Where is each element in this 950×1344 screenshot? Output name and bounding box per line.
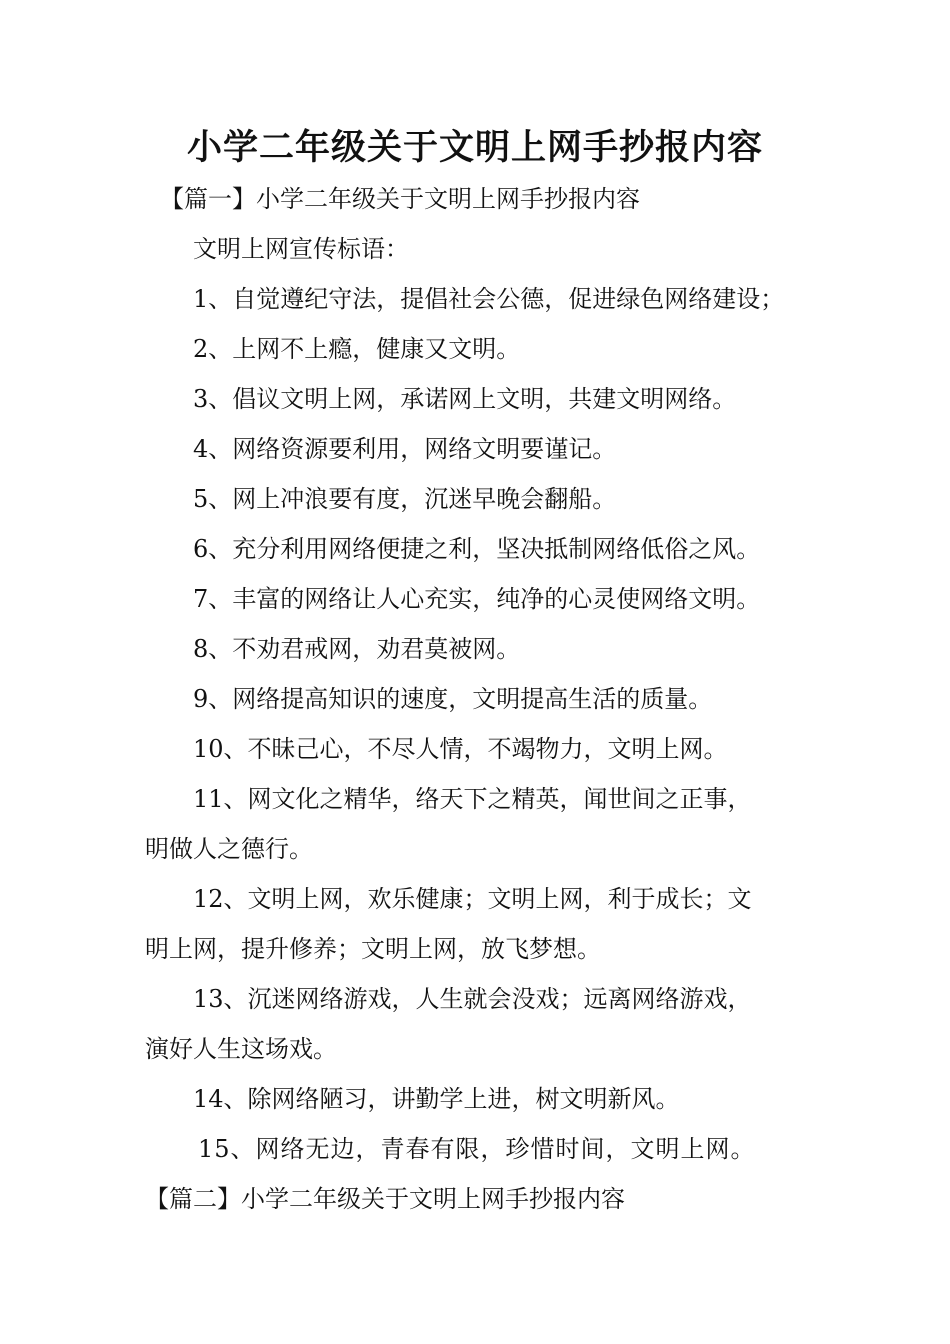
- section-heading-1: 【篇一】小学二年级关于文明上网手抄报内容: [160, 185, 640, 213]
- section-heading-2: 【篇二】小学二年级关于文明上网手抄报内容: [145, 1185, 625, 1213]
- slogan-item-13-line-1: 13、沉迷网络游戏，人生就会没戏；远离网络游戏，: [193, 985, 752, 1013]
- slogan-item-7: 7、丰富的网络让人心充实，纯净的心灵使网络文明。: [193, 585, 761, 613]
- slogan-item-13-line-2: 演好人生这场戏。: [145, 1035, 337, 1063]
- slogan-item-11-line-1: 11、网文化之精华，络天下之精英，闻世间之正事，: [193, 785, 752, 813]
- slogan-item-6: 6、充分利用网络便捷之利，坚决抵制网络低俗之风。: [193, 535, 761, 563]
- slogan-item-8: 8、不劝君戒网，劝君莫被网。: [193, 635, 521, 663]
- document-title: 小学二年级关于文明上网手抄报内容: [186, 127, 763, 168]
- slogan-intro: 文明上网宣传标语：: [193, 235, 409, 263]
- slogan-item-5: 5、网上冲浪要有度，沉迷早晚会翻船。: [193, 485, 617, 513]
- slogan-item-15: 15、网络无边，青春有限，珍惜时间，文明上网。: [198, 1135, 756, 1163]
- slogan-item-3: 3、倡议文明上网，承诺网上文明，共建文明网络。: [193, 385, 737, 413]
- slogan-item-4: 4、网络资源要利用，网络文明要谨记。: [193, 435, 617, 463]
- slogan-item-9: 9、网络提高知识的速度，文明提高生活的质量。: [193, 685, 713, 713]
- slogan-item-2: 2、上网不上瘾，健康又文明。: [193, 335, 521, 363]
- slogan-item-12-line-2: 明上网，提升修养；文明上网，放飞梦想。: [145, 935, 601, 963]
- slogan-item-14: 14、除网络陋习，讲勤学上进，树文明新风。: [193, 1085, 680, 1113]
- slogan-item-10: 10、不昧己心，不尽人情，不竭物力，文明上网。: [193, 735, 728, 763]
- slogan-item-11-line-2: 明做人之德行。: [145, 835, 313, 863]
- slogan-item-12-line-1: 12、文明上网，欢乐健康；文明上网，利于成长；文: [193, 885, 752, 913]
- slogan-item-1: 1、自觉遵纪守法，提倡社会公德，促进绿色网络建设；: [193, 285, 785, 313]
